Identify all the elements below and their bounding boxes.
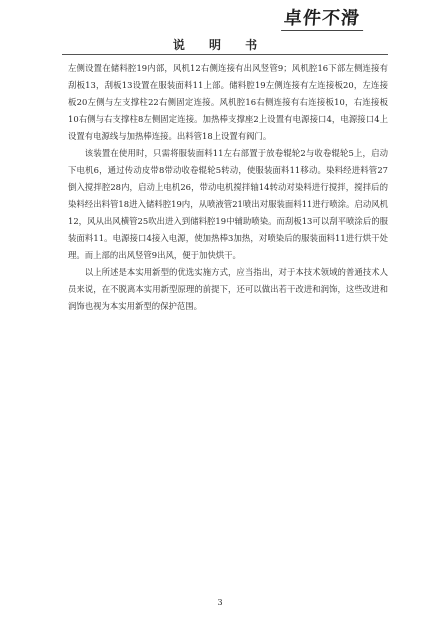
document-body bbox=[68, 60, 388, 315]
page-number: 3 bbox=[217, 598, 223, 607]
paragraph-1: 左侧设置在储料腔19内部，风机12右侧连接有出风竖管9；风机腔16下部左侧连接有刮板13，刮板13设置在服装面料11上部。储料腔19左侧连接有左连接板20，左连接板20左侧与左支撑柱22右侧固定连接。风机腔16右侧连接有右连接板10，右连接板10右侧与右支撑柱8左侧固定连接。加热棒支撑座2上设置有电源接口4，电源接口4上设置有电源线与加热棒连接。出料管18上设置有阀门。 bbox=[68, 63, 388, 141]
page-header-title: 说 明 书 bbox=[172, 38, 268, 52]
stamp-watermark: 卓件不滑 bbox=[281, 4, 365, 31]
paragraph-2: 该装置在使用时，只需将服装面料11左右部置于放卷辊轮2与收卷辊轮5上，启动下电机6，通过传动皮带8带动收卷辊轮5转动，使服装面料11移动。染料经进料管27倒入搅拌腔28内，启动上电机26，带动电机搅拌轴14转动对染料进行搅拌，搅拌后的染料经出料管18进入储料腔19内，从喷液管21喷出对服装面料11进行喷涂。启动风机12，风从出风横管25吹出进入到储料腔19中辅助喷染。而刮板13可以刮平喷涂后的服装面料11。电源接口4接入电源，使加热棒3加热，对喷染后的服装面料11进行烘干处理。而上部的出风竖管9出风，便于加快烘干。 bbox=[68, 148, 388, 260]
header-divider bbox=[62, 54, 388, 55]
paragraph-3: 以上所述是本实用新型的优选实施方式，应当指出，对于本技术领域的普通技术人员来说，在不脱离本实用新型原理的前提下，还可以做出若干改进和润饰，这些改进和润饰也视为本实用新型的保护范围。 bbox=[68, 267, 388, 311]
